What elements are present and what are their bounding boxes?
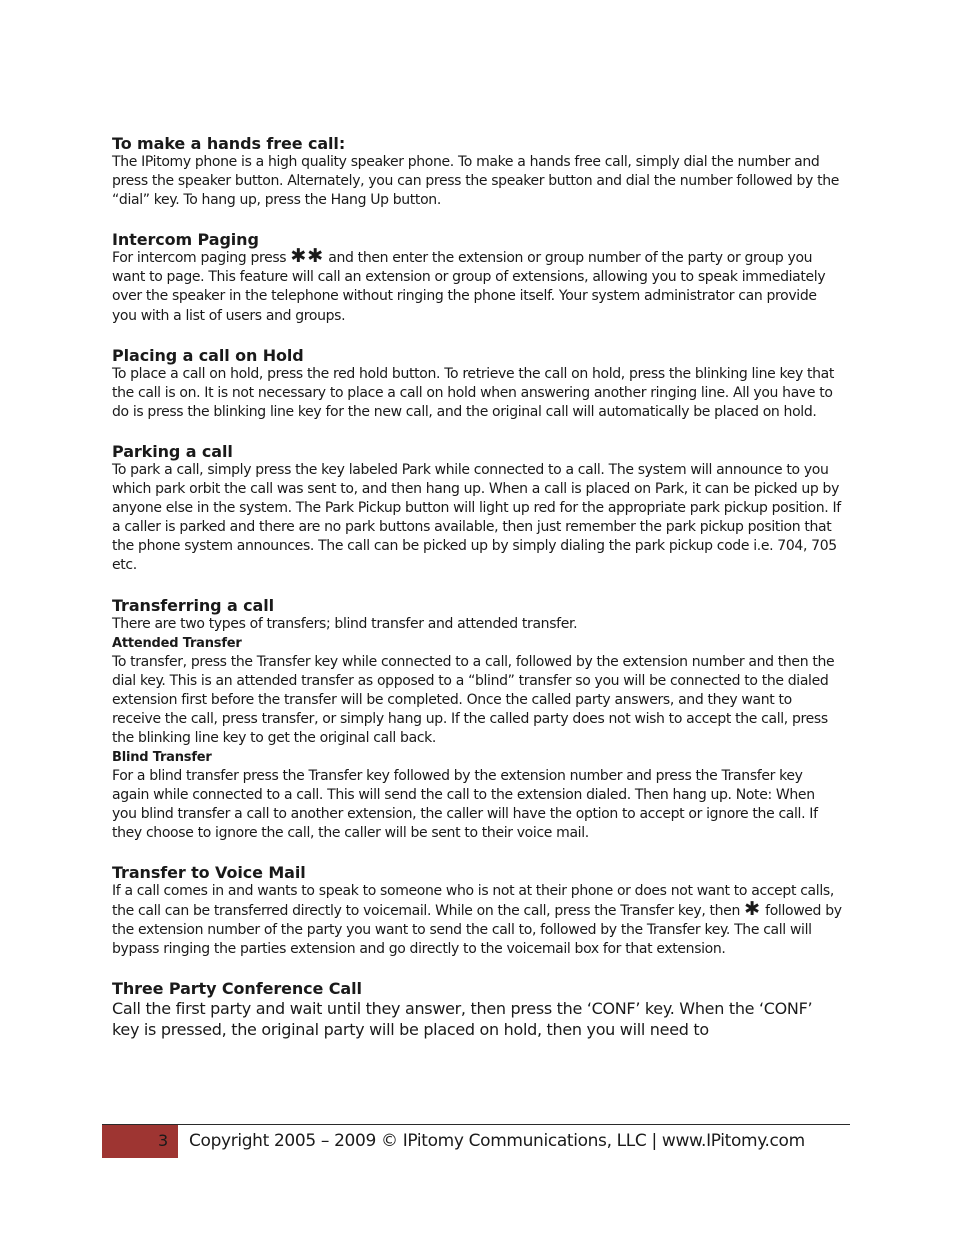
section-title: Three Party Conference Call [112,978,362,998]
section-hold [112,346,842,422]
page-content [112,134,842,1040]
section-body: Call the first party and wait until they answer, then press the ‘CONF’ key. When the ‘CONF’ key is pressed, the original party will be placed on hold, then you will need to [112,998,813,1039]
section-body [112,245,842,325]
section-transferring [112,596,842,844]
section-conference [112,979,842,1040]
section-body [112,882,842,958]
page-number: 3 [158,1131,169,1150]
section-title: Parking a call [112,441,233,461]
section-title: Transfer to Voice Mail [112,863,306,883]
subsection-title-attended: Attended Transfer [112,635,242,651]
section-body: The IPitomy phone is a high quality speaker phone. To make a hands free call, simply dial the number and press the speaker button. Alternately, you can press the speaker button and dial the number followed by the “dial” key. To hang up, press the Hang Up button. [112,154,840,209]
body-text: For intercom paging press [112,250,287,267]
section-intercom-paging [112,230,842,325]
section-parking [112,442,842,576]
section-hands-free [112,134,842,210]
section-title: Transferring a call [112,595,274,615]
section-body: To park a call, simply press the key labeled Park while connected to a call. The system will announce to you which park orbit the call was sent to, and then hang up. When a call is placed on Park, it can be picked up by anyone else in the system. The Park Pickup button will light up red for the appropriate park pickup position. If a caller is parked and there are no park buttons available, then just remember the park pickup position that the phone system announces. The call can be picked up by simply dialing the park pickup code i.e. 704, 705 etc. [112,461,841,574]
body-text: and then enter the extension or group number of the party or group you want to page. This feature will call an extension or group of extensions, allowing you to speak immediately over the speaker in the telephone without ringing the phone itself. Your system administrator can provide you with a list of users and groups. [112,250,826,324]
section-intro: There are two types of transfers; blind transfer and attended transfer. [112,615,578,632]
footer-divider [102,1124,850,1125]
section-title: Intercom Paging [112,230,259,250]
section-title: To make a hands free call: [112,134,346,153]
footer-copyright: Copyright 2005 – 2009 © IPitomy Communications, LLC | www.IPitomy.com [189,1131,805,1151]
star-key-icon: ✱ [744,897,761,920]
section-voicemail-transfer [112,863,842,958]
body-text: If a call comes in and wants to speak to someone who is not at their phone or does not want to accept calls, the call can be transferred directly to voicemail. While on the call, press the Transfer key, then [112,883,834,919]
section-body: To place a call on hold, press the red hold button. To retrieve the call on hold, press the blinking line key that the call is on. It is not necessary to place a call on hold when answering another ringing line. All you have to do is press the blinking line key for the new call, and the original call will automatically be placed on hold. [112,365,835,420]
subsection-title-blind: Blind Transfer [112,750,212,766]
section-body-attended: To transfer, press the Transfer key while connected to a call, followed by the extension number and then the dial key. This is an attended transfer as opposed to a “blind” transfer so you will be connected to the dialed extension first before the transfer will be completed. Once the called party answers, and they want to receive the call, press transfer, or simply hang up. If the called party does not wish to accept the call, press the blinking line key to get the original call back. [112,653,835,746]
star-key-icon: ✱✱ [290,245,325,268]
body-text: followed by the extension number of the party you want to send the call to, followed by the Transfer key. The call will bypass ringing the parties extension and go directly to the voicemail box for that extension. [112,902,842,957]
section-body-blind: For a blind transfer press the Transfer key followed by the extension number and press the Transfer key again while connected to a call. This will send the call to the extension dialed. Then hang up. Note: When you blind transfer a call to another extension, the caller will have the option to accept or ignore the call. If they choose to ignore the call, the caller will be sent to their voice mail. [112,768,818,842]
section-title: Placing a call on Hold [112,345,304,365]
